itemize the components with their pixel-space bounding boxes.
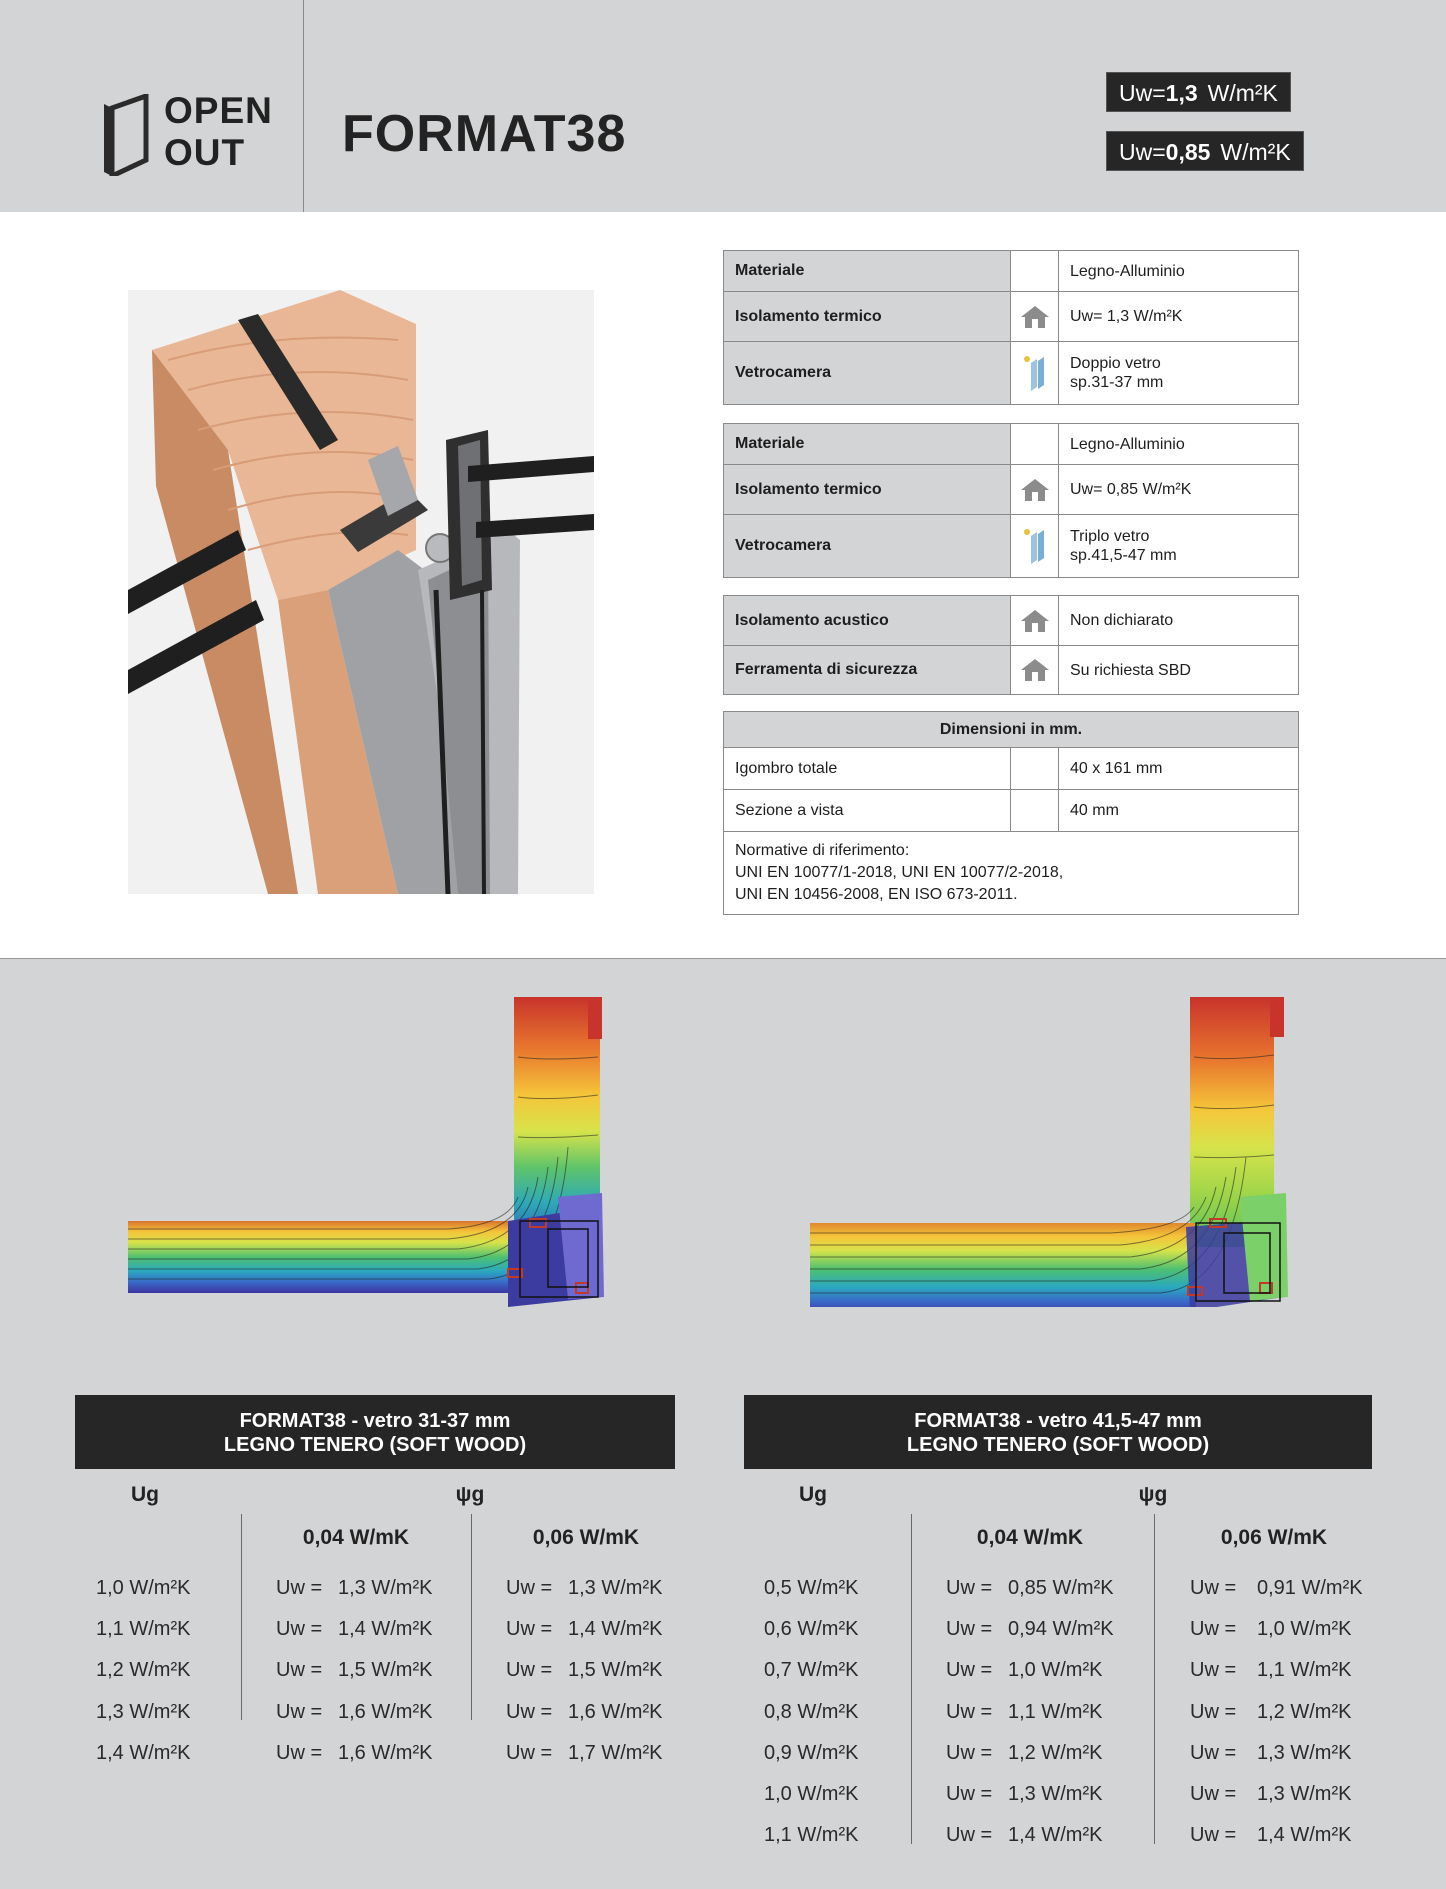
spec-row xyxy=(724,251,1299,292)
spec-value: Uw= 0,85 W/m²K xyxy=(1059,465,1299,515)
page-header xyxy=(0,0,1446,212)
uw-table-subtitle: LEGNO TENERO (SOFT WOOD) xyxy=(906,1434,1210,1456)
column-separator xyxy=(1154,1514,1155,1844)
spec-label: Ferramenta di sicurezza xyxy=(724,646,1011,695)
cell-ug: 0,7 W/m²K xyxy=(764,1659,859,1682)
cell-uw-004: 0,85 W/m²K xyxy=(1008,1577,1114,1599)
spec-label: Materiale xyxy=(724,424,1011,465)
cell-uw-004: 1,0 W/m²K xyxy=(1008,1659,1103,1682)
thermal-section xyxy=(0,958,1446,1889)
spec-value-line: sp.31-37 mm xyxy=(1070,374,1164,391)
uw-table-title: FORMAT38 - vetro 41,5-47 mm xyxy=(914,1410,1202,1432)
col-psi-004: 0,04 W/mK xyxy=(976,1526,1084,1549)
spec-icon-empty xyxy=(1011,748,1059,790)
cell-uw-006: 1,3 W/m²K xyxy=(568,1577,663,1599)
spec-row xyxy=(724,292,1299,342)
spec-icon-empty xyxy=(1011,251,1059,292)
cell-ug: 1,1 W/m²K xyxy=(764,1824,859,1847)
normative-note xyxy=(724,832,1299,915)
cell-uw-prefix: Uw = xyxy=(506,1700,553,1723)
spec-row xyxy=(724,465,1299,515)
house-icon xyxy=(1011,465,1059,515)
cell-ug: 1,0 W/m²K xyxy=(764,1783,859,1805)
cell-uw-006: 1,6 W/m²K xyxy=(568,1700,663,1723)
col-psi: ψg xyxy=(455,1483,485,1506)
cell-uw-prefix: Uw = xyxy=(946,1741,993,1764)
column-separator xyxy=(911,1514,912,1844)
cell-ug: 0,9 W/m²K xyxy=(764,1741,859,1764)
cell-uw-006: 1,7 W/m²K xyxy=(568,1741,663,1764)
spec-value: Uw= 1,3 W/m²K xyxy=(1059,292,1299,342)
col-ug: Ug xyxy=(131,1483,159,1506)
spec-label: Materiale xyxy=(724,251,1011,292)
uw-badge-2 xyxy=(1106,131,1304,171)
cell-ug: 1,2 W/m²K xyxy=(96,1659,191,1682)
spec-row xyxy=(724,424,1299,465)
uw-badge-value: 0,85 xyxy=(1165,139,1211,165)
spec-label: Sezione a vista xyxy=(724,790,1011,832)
spec-label: Igombro totale xyxy=(724,748,1011,790)
glass-icon xyxy=(1011,515,1059,578)
spec-row xyxy=(724,515,1299,578)
cell-ug: 0,8 W/m²K xyxy=(764,1700,859,1723)
cell-uw-prefix: Uw = xyxy=(946,1783,993,1805)
door-icon xyxy=(100,94,150,176)
spec-value-line: sp.41,5-47 mm xyxy=(1070,547,1177,564)
col-psi-006: 0,06 W/mK xyxy=(1220,1526,1328,1549)
cell-uw-004: 1,1 W/m²K xyxy=(1008,1700,1103,1723)
uw-table-subtitle: LEGNO TENERO (SOFT WOOD) xyxy=(223,1434,527,1456)
spec-table-dimensions xyxy=(723,711,1299,915)
spec-table-acoustic-security xyxy=(723,595,1299,695)
col-psi-004: 0,04 W/mK xyxy=(302,1526,410,1549)
spec-value: 40 mm xyxy=(1059,790,1299,832)
spec-icon-empty xyxy=(1011,424,1059,465)
dimensions-heading: Dimensioni in mm. xyxy=(724,712,1299,748)
cell-uw-prefix: Uw = xyxy=(276,1659,323,1682)
spec-label: Isolamento termico xyxy=(724,292,1011,342)
spec-icon-empty xyxy=(1011,790,1059,832)
cell-uw-prefix: Uw = xyxy=(1190,1741,1237,1764)
spec-row xyxy=(724,596,1299,646)
cell-uw-prefix: Uw = xyxy=(1190,1659,1237,1682)
spec-label: Vetrocamera xyxy=(724,515,1011,578)
cell-uw-prefix: Uw = xyxy=(276,1577,323,1599)
note-line: UNI EN 10077/1-2018, UNI EN 10077/2-2018, xyxy=(735,864,1064,881)
house-icon xyxy=(1011,596,1059,646)
spec-row xyxy=(724,832,1299,915)
spec-value-line: Doppio vetro xyxy=(1070,355,1161,372)
spec-value xyxy=(1059,342,1299,405)
spec-table-double-glazing xyxy=(723,250,1299,405)
spec-row xyxy=(724,790,1299,832)
cell-uw-006: 1,0 W/m²K xyxy=(1257,1618,1352,1641)
cell-uw-004: 1,6 W/m²K xyxy=(338,1741,433,1764)
uw-badge-1 xyxy=(1106,72,1291,112)
cell-uw-006: 1,4 W/m²K xyxy=(1257,1824,1352,1847)
cell-uw-prefix: Uw = xyxy=(1190,1700,1237,1723)
thermal-map-right xyxy=(810,997,1290,1307)
cell-uw-prefix: Uw = xyxy=(506,1659,553,1682)
cell-uw-006: 1,4 W/m²K xyxy=(568,1618,663,1641)
col-ug: Ug xyxy=(799,1483,827,1506)
cell-uw-prefix: Uw = xyxy=(1190,1618,1237,1641)
brand-line-2: OUT xyxy=(164,132,246,173)
cell-ug: 0,6 W/m²K xyxy=(764,1618,859,1641)
column-separator xyxy=(471,1514,472,1720)
cell-uw-prefix: Uw = xyxy=(276,1618,323,1641)
cell-uw-004: 0,94 W/m²K xyxy=(1008,1618,1114,1641)
note-line: UNI EN 10456-2008, EN ISO 673-2011. xyxy=(735,886,1018,903)
brand-line-1: OPEN xyxy=(164,90,273,131)
cell-uw-004: 1,5 W/m²K xyxy=(338,1659,433,1682)
cell-uw-006: 1,5 W/m²K xyxy=(568,1659,663,1682)
col-psi: ψg xyxy=(1138,1483,1168,1506)
spec-value: 40 x 161 mm xyxy=(1059,748,1299,790)
spec-row xyxy=(724,748,1299,790)
spec-label: Isolamento acustico xyxy=(724,596,1011,646)
cell-uw-prefix: Uw = xyxy=(506,1741,553,1764)
cell-uw-prefix: Uw = xyxy=(276,1741,323,1764)
brand-name xyxy=(164,90,273,174)
product-title: FORMAT38 xyxy=(342,105,627,163)
thermal-map-left xyxy=(128,997,608,1307)
cell-uw-prefix: Uw = xyxy=(946,1618,993,1641)
glass-icon xyxy=(1011,342,1059,405)
spec-value: Su richiesta SBD xyxy=(1059,646,1299,695)
cell-uw-004: 1,3 W/m²K xyxy=(1008,1783,1103,1805)
spec-row xyxy=(724,342,1299,405)
cell-ug: 1,3 W/m²K xyxy=(96,1700,191,1723)
column-separator xyxy=(241,1514,242,1720)
col-psi-006: 0,06 W/mK xyxy=(532,1526,640,1549)
cell-uw-006: 1,2 W/m²K xyxy=(1257,1700,1352,1723)
header-divider xyxy=(303,0,304,212)
house-icon xyxy=(1011,292,1059,342)
cell-uw-004: 1,6 W/m²K xyxy=(338,1700,433,1723)
cell-uw-prefix: Uw = xyxy=(1190,1824,1237,1847)
spec-table-triple-glazing xyxy=(723,423,1299,578)
house-icon xyxy=(1011,646,1059,695)
cell-uw-prefix: Uw = xyxy=(506,1577,553,1599)
cell-uw-006: 0,91 W/m²K xyxy=(1257,1577,1363,1599)
cell-uw-prefix: Uw = xyxy=(1190,1783,1237,1805)
note-line: Normative di riferimento: xyxy=(735,842,910,859)
cell-uw-prefix: Uw = xyxy=(946,1659,993,1682)
spec-value: Legno-Alluminio xyxy=(1059,424,1299,465)
uw-badge-prefix: Uw= xyxy=(1119,80,1166,106)
uw-table-title: FORMAT38 - vetro 31-37 mm xyxy=(239,1410,511,1432)
window-section-illustration xyxy=(128,290,594,894)
cell-ug: 1,0 W/m²K xyxy=(96,1577,191,1599)
spec-label: Isolamento termico xyxy=(724,465,1011,515)
cell-uw-006: 1,3 W/m²K xyxy=(1257,1783,1352,1805)
uw-badge-value: 1,3 xyxy=(1165,80,1198,106)
cell-uw-prefix: Uw = xyxy=(1190,1577,1237,1599)
spec-value: Legno-Alluminio xyxy=(1059,251,1299,292)
spec-label: Vetrocamera xyxy=(724,342,1011,405)
cell-uw-prefix: Uw = xyxy=(946,1577,993,1599)
cell-uw-006: 1,1 W/m²K xyxy=(1257,1659,1352,1682)
spec-value xyxy=(1059,515,1299,578)
spec-value-line: Triplo vetro xyxy=(1070,528,1150,545)
cell-uw-006: 1,3 W/m²K xyxy=(1257,1741,1352,1764)
uw-badge-prefix: Uw= xyxy=(1119,139,1166,165)
cell-uw-004: 1,3 W/m²K xyxy=(338,1577,433,1599)
cell-ug: 0,5 W/m²K xyxy=(764,1577,859,1599)
spec-row xyxy=(724,646,1299,695)
uw-badge-unit: W/m²K xyxy=(1220,139,1291,165)
uw-badge-unit: W/m²K xyxy=(1207,80,1278,106)
cell-uw-prefix: Uw = xyxy=(276,1700,323,1723)
uw-table-2-header xyxy=(744,1395,1372,1469)
cell-ug: 1,1 W/m²K xyxy=(96,1618,191,1641)
cell-uw-prefix: Uw = xyxy=(946,1824,993,1847)
cell-uw-prefix: Uw = xyxy=(506,1618,553,1641)
cell-uw-prefix: Uw = xyxy=(946,1700,993,1723)
cell-ug: 1,4 W/m²K xyxy=(96,1741,191,1764)
cell-uw-004: 1,4 W/m²K xyxy=(338,1618,433,1641)
uw-table-1-header xyxy=(75,1395,675,1469)
cell-uw-004: 1,2 W/m²K xyxy=(1008,1741,1103,1764)
spec-row xyxy=(724,712,1299,748)
cell-uw-004: 1,4 W/m²K xyxy=(1008,1824,1103,1847)
spec-value: Non dichiarato xyxy=(1059,596,1299,646)
